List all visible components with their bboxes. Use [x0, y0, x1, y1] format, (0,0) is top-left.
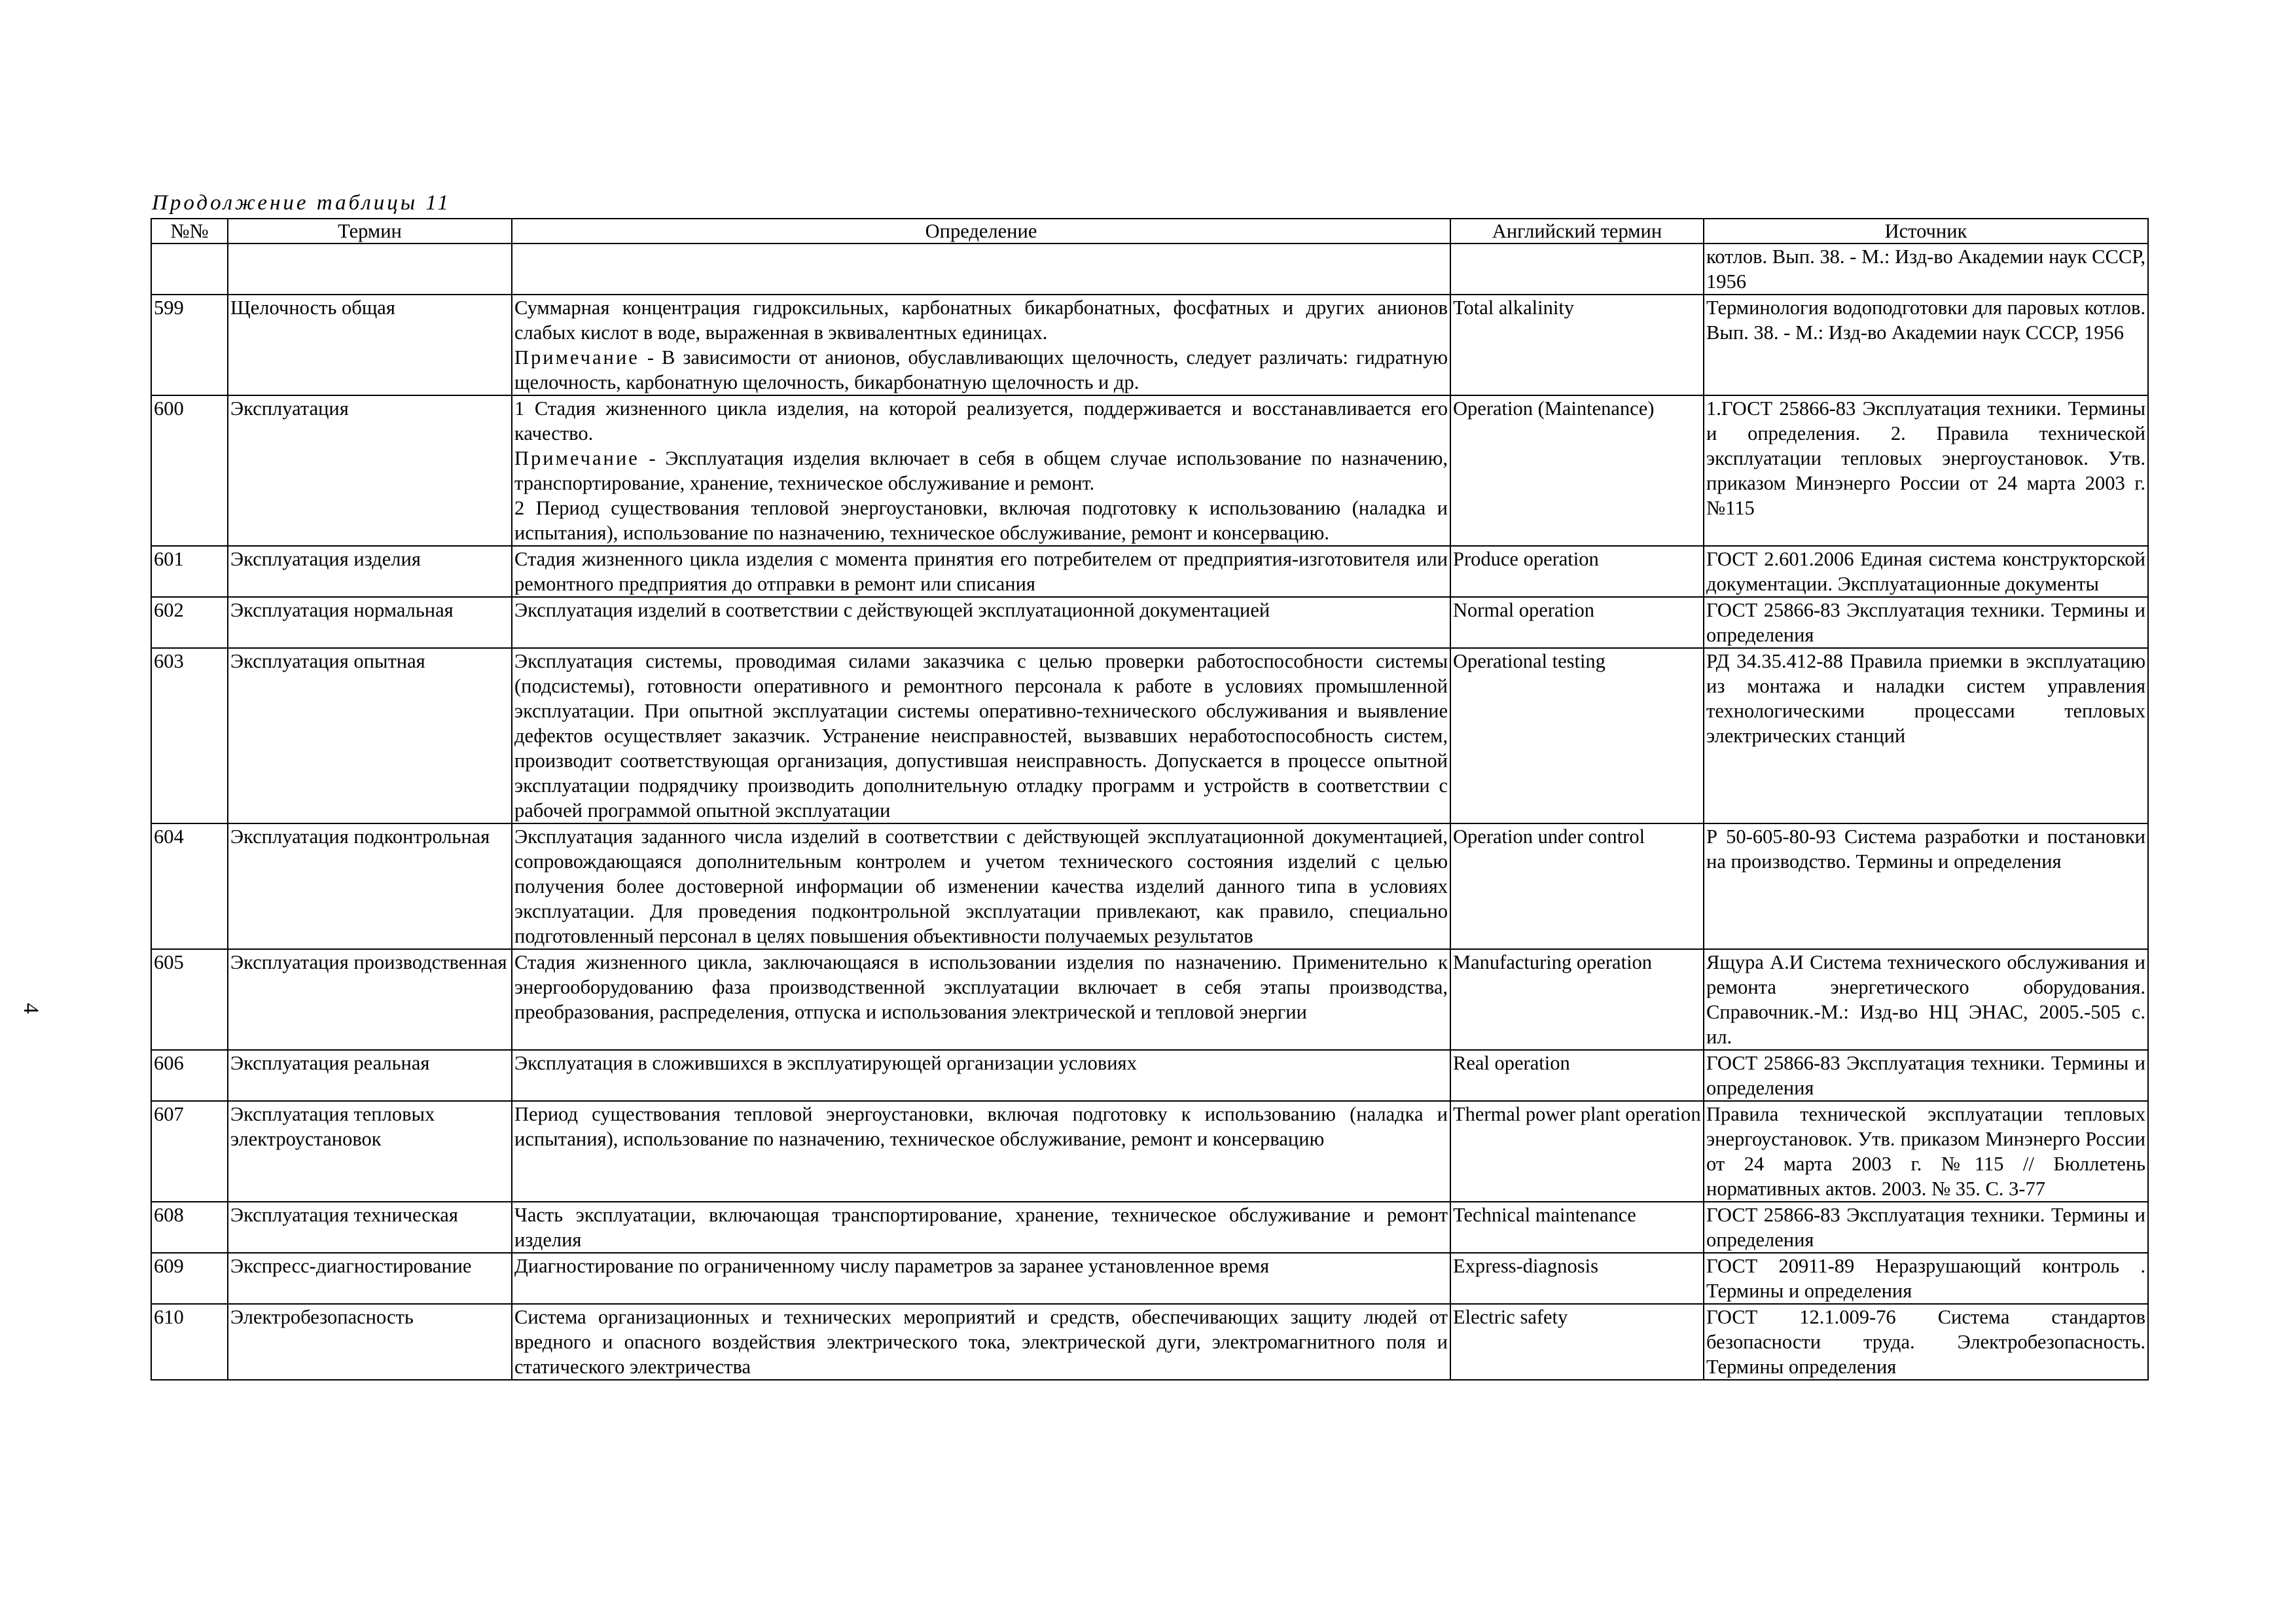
row-source: Терминология водоподготовки для паровых котлов. Вып. 38. - М.: Изд-во Академии наук СССР, 1956	[1704, 295, 2148, 395]
row-english-term	[1450, 244, 1704, 295]
row-english-term: Produce operation	[1450, 546, 1704, 597]
terms-table	[151, 218, 2149, 1380]
table-row	[151, 1101, 2148, 1202]
definition-text: Эксплуатация заданного числа изделий в соответствии с действующей эксплуатационной документацией, сопровождающаяся дополнительным контролем и учетом технического состояния изделий с целью получения более достоверной информации об изменении качества изделий данного типа в условиях эксплуатации. Для проведения подконтрольной эксплуатации привлекают, как правило, специально подготовленный персонал в целях повышения объективности получаемых результатов	[514, 825, 1448, 947]
definition-text: Стадия жизненного цикла, заключающаяся в использовании изделия по назначению. Применительно к энергооборудованию фаза производственной эксплуатации включает в себя этапы производства, преобразования, распределения, отпуска и использования электрической и тепловой энергии	[514, 951, 1448, 1023]
row-english-term: Total alkalinity	[1450, 295, 1704, 395]
row-term: Эксплуатация подконтрольная	[228, 823, 512, 949]
row-term: Электробезопасность	[228, 1304, 512, 1380]
definition-paragraph	[514, 547, 1448, 596]
table-row	[151, 395, 2148, 546]
row-term: Эксплуатация тепловых электроустановок	[228, 1101, 512, 1202]
row-term: Эксплуатация нормальная	[228, 597, 512, 648]
row-source: ГОСТ 2.601.2006 Единая система конструкторской документации. Эксплуатационные документы	[1704, 546, 2148, 597]
row-definition	[512, 949, 1450, 1050]
row-number: 610	[151, 1304, 228, 1380]
page-number: 4	[18, 1003, 43, 1014]
row-definition	[512, 546, 1450, 597]
definition-paragraph	[514, 295, 1448, 345]
table-row	[151, 244, 2148, 295]
definition-paragraph	[514, 649, 1448, 823]
row-source: Ящура А.И Система технического обслуживания и ремонта энергетического оборудования. Справочник.-М.: Изд-во НЦ ЭНАС, 2005.-505 с. ил.	[1704, 949, 2148, 1050]
header-english-term: Английский термин	[1450, 219, 1704, 244]
row-number: 607	[151, 1101, 228, 1202]
definition-text: Период существования тепловой энергоустановки, включая подготовку к использованию (наладка и испытания), использование по назначению, техническое обслуживание, ремонт и консервацию	[514, 1103, 1448, 1150]
row-english-term: Thermal power plant operation	[1450, 1101, 1704, 1202]
row-definition	[512, 244, 1450, 295]
definition-text: - Эксплуатация изделия включает в себя в общем случае использование по назначению, транспортирование, хранение, техническое обслуживание и ремонт.	[514, 447, 1448, 494]
row-term: Эксплуатация опытная	[228, 648, 512, 823]
row-number: 602	[151, 597, 228, 648]
table-row	[151, 597, 2148, 648]
row-source: ГОСТ 25866-83 Эксплуатация техники. Термины и определения	[1704, 1202, 2148, 1253]
row-number: 603	[151, 648, 228, 823]
definition-paragraph	[514, 1051, 1448, 1075]
table-body	[151, 244, 2148, 1380]
definition-text: Эксплуатация в сложившихся в эксплуатирующей организации условиях	[514, 1052, 1137, 1074]
row-english-term: Operation under control	[1450, 823, 1704, 949]
row-source: котлов. Вып. 38. - М.: Изд-во Академии наук СССР, 1956	[1704, 244, 2148, 295]
row-source: 1.ГОСТ 25866-83 Эксплуатация техники. Термины и определения. 2. Правила технической эксплуатации тепловых энергоустановок. Утв. приказом Минэнерго России от 24 марта 2003 г. №115	[1704, 395, 2148, 546]
row-term: Щелочность общая	[228, 295, 512, 395]
row-english-term: Normal operation	[1450, 597, 1704, 648]
row-english-term: Operational testing	[1450, 648, 1704, 823]
definition-text: Система организационных и технических мероприятий и средств, обеспечивающих защиту людей от вредного и опасного воздействия электрического тока, электрической дуги, электромагнитного поля и статического электричества	[514, 1306, 1448, 1378]
row-term: Экспресс-диагностирование	[228, 1253, 512, 1304]
header-source: Источник	[1704, 219, 2148, 244]
definition-paragraph	[514, 1102, 1448, 1151]
row-source: Правила технической эксплуатации тепловых энергоустановок. Утв. приказом Минэнерго России от 24 марта 2003 г. №115 // Бюллетень нормативных актов. 2003. № 35. С. 3-77	[1704, 1101, 2148, 1202]
definition-paragraph	[514, 496, 1448, 545]
row-definition	[512, 597, 1450, 648]
row-term: Эксплуатация изделия	[228, 546, 512, 597]
row-definition	[512, 1202, 1450, 1253]
definition-text: Диагностирование по ограниченному числу параметров за заранее установленное время	[514, 1255, 1270, 1277]
row-definition	[512, 1101, 1450, 1202]
note-label: Примечание	[514, 447, 639, 469]
table-row	[151, 823, 2148, 949]
definition-paragraph	[514, 1254, 1448, 1278]
definition-text: 1 Стадия жизненного цикла изделия, на которой реализуется, поддерживается и восстанавливается его качество.	[514, 397, 1448, 444]
definition-text: Суммарная концентрация гидроксильных, карбонатных бикарбонатных, фосфатных и других анионов слабых кислот в воде, выраженная в эквивалентных единицах.	[514, 297, 1448, 344]
row-term: Эксплуатация	[228, 395, 512, 546]
table-caption: Продолжение таблицы 11	[152, 191, 451, 215]
row-number: 608	[151, 1202, 228, 1253]
table-row	[151, 648, 2148, 823]
row-number: 606	[151, 1050, 228, 1101]
row-definition	[512, 823, 1450, 949]
row-definition	[512, 1253, 1450, 1304]
header-term: Термин	[228, 219, 512, 244]
row-source: Р 50-605-80-93 Система разработки и постановки на производство. Термины и определения	[1704, 823, 2148, 949]
row-english-term: Real operation	[1450, 1050, 1704, 1101]
row-number	[151, 244, 228, 295]
table-row	[151, 949, 2148, 1050]
row-term: Эксплуатация реальная	[228, 1050, 512, 1101]
table-header-row	[151, 219, 2148, 244]
row-source: ГОСТ 25866-83 Эксплуатация техники. Термины и определения	[1704, 1050, 2148, 1101]
definition-paragraph	[514, 824, 1448, 948]
definition-paragraph	[514, 598, 1448, 623]
row-source: ГОСТ 25866-83 Эксплуатация техники. Термины и определения	[1704, 597, 2148, 648]
table-row	[151, 295, 2148, 395]
row-english-term: Technical maintenance	[1450, 1202, 1704, 1253]
header-number: №№	[151, 219, 228, 244]
definition-text: Эксплуатация изделий в соответствии с действующей эксплуатационной документацией	[514, 599, 1270, 621]
definition-paragraph	[514, 1202, 1448, 1252]
definition-note	[514, 345, 1448, 395]
row-definition	[512, 648, 1450, 823]
table-row	[151, 1253, 2148, 1304]
row-definition	[512, 1050, 1450, 1101]
table-row	[151, 1050, 2148, 1101]
row-source: ГОСТ 12.1.009-76 Система стандартов безопасности труда. Электробезопасность. Термины определения	[1704, 1304, 2148, 1380]
definition-text: Стадия жизненного цикла изделия с момента принятия его потребителем от предприятия-изготовителя или ремонтного предприятия до отправки в ремонт или списания	[514, 548, 1448, 595]
definition-paragraph	[514, 396, 1448, 446]
row-number: 601	[151, 546, 228, 597]
definition-text: - В зависимости от анионов, обуславливающих щелочность, следует различать: гидратную щелочность, карбонатную щелочность, бикарбонатную щелочность и др.	[514, 346, 1448, 393]
row-number: 604	[151, 823, 228, 949]
row-english-term: Electric safety	[1450, 1304, 1704, 1380]
row-english-term: Manufacturing operation	[1450, 949, 1704, 1050]
definition-text: Эксплуатация системы, проводимая силами заказчика с целью проверки работоспособности системы (подсистемы), готовности оперативного и ремонтного персонала к работе в условиях промышленной эксплуатации. При опытной эксплуатации системы оперативно-технического обслуживания и выявление дефектов осуществляет заказчик. Устранение неисправностей, вызвавших неработоспособность систем, производит соответствующая организация, допустившая неисправность. Допускается в процессе опытной эксплуатации подрядчику производить дополнительную отладку программ и устройств в соответствии с рабочей программой опытной эксплуатации	[514, 650, 1448, 821]
row-source: РД 34.35.412-88 Правила приемки в эксплуатацию из монтажа и наладки систем управления технологическими процессами тепловых электрических станций	[1704, 648, 2148, 823]
definition-paragraph	[514, 950, 1448, 1024]
row-definition	[512, 395, 1450, 546]
row-term: Эксплуатация техническая	[228, 1202, 512, 1253]
row-number: 599	[151, 295, 228, 395]
row-english-term: Operation (Maintenance)	[1450, 395, 1704, 546]
header-definition: Определение	[512, 219, 1450, 244]
table-row	[151, 1304, 2148, 1380]
row-definition	[512, 295, 1450, 395]
row-english-term: Express-diagnosis	[1450, 1253, 1704, 1304]
table-row	[151, 546, 2148, 597]
definition-paragraph	[514, 1305, 1448, 1379]
definition-note	[514, 446, 1448, 496]
row-term	[228, 244, 512, 295]
row-number: 609	[151, 1253, 228, 1304]
row-source: ГОСТ 20911-89 Неразрушающий контроль . Термины и определения	[1704, 1253, 2148, 1304]
row-number: 600	[151, 395, 228, 546]
definition-text: 2 Период существования тепловой энергоустановки, включая подготовку к использованию (наладка и испытания), использование по назначению, техническое обслуживание, ремонт и консервацию.	[514, 497, 1448, 544]
note-label: Примечание	[514, 346, 639, 369]
row-term: Эксплуатация производственная	[228, 949, 512, 1050]
definition-text: Часть эксплуатации, включающая транспортирование, хранение, техническое обслуживание и ремонт изделия	[514, 1204, 1448, 1251]
row-definition	[512, 1304, 1450, 1380]
row-number: 605	[151, 949, 228, 1050]
table-row	[151, 1202, 2148, 1253]
